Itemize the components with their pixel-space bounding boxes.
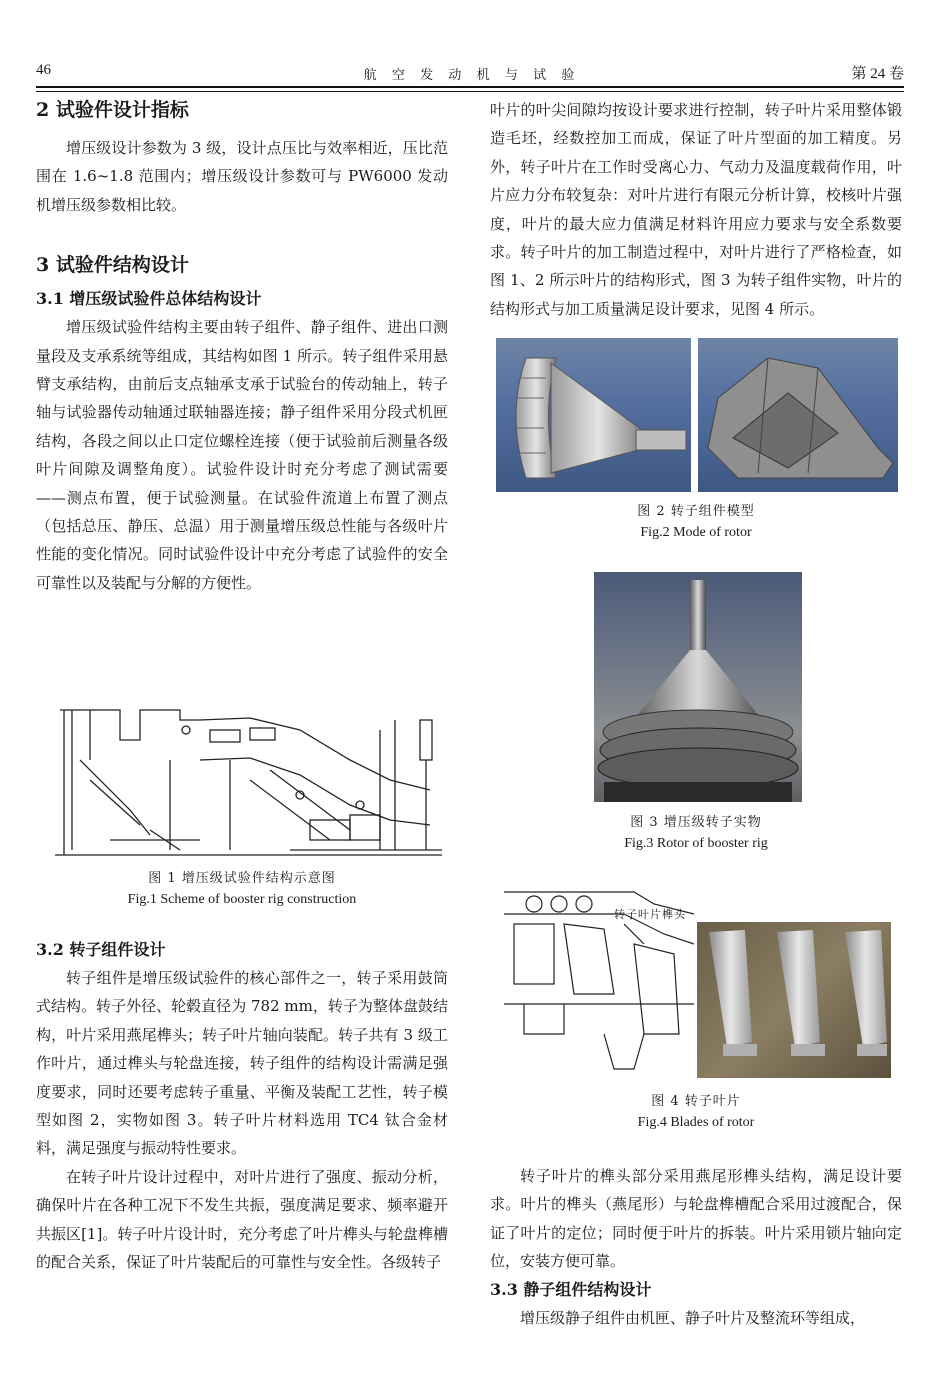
left-column-lower [36, 936, 448, 1276]
rotor-model-render [496, 338, 691, 492]
section-3-3-paragraph: 增压级静子组件由机匣、静子叶片及整流环等组成， [520, 1308, 866, 1327]
rotor-photo [594, 572, 802, 802]
right-paragraph-top: 叶片的叶尖间隙均按设计要求进行控制，转子叶片采用整体锻造毛坯，经数控加工而成，保证了叶片型面的加工精度。另外，转子叶片在工作时受离心力、气动力及温度载荷作用，叶片应力分布较复杂：对叶片进行有限元分析计算，校核叶片强度，叶片的最大应力值满足材料许用应力要求与安全系数要求。转子叶片的加工制造过程中，对叶片进行了严格检查，如图 1、2 所示叶片的结构形式，图 3 为转子组件实物，叶片的结构形式与加工质量满足设计要求，见图 4 所示。 [490, 101, 902, 318]
rotor-section-render [698, 338, 898, 492]
section-3-2-paragraph-1: 转子组件是增压级试验件的核心部件之一，转子采用鼓筒式结构。转子外径、轮毂直径为 782 mm，转子为整体盘鼓结构，叶片采用燕尾榫头；转子叶片轴向装配。转子共有 3 级工作叶片，通过榫头与轮盘连接，转子组件的结构设计需满足强度要求，同时还要考虑转子重量、平衡及装配工艺性，转子模型如图 2，实物如图 3。转子叶片材料选用 TC4 钛合金材料，满足强度与振动特性要求。 [36, 969, 448, 1158]
right-paragraph-bottom: 转子叶片的榫头部分采用燕尾形榫头结构，满足设计要求。叶片的榫头（燕尾形）与轮盘榫槽配合采用过渡配合，保证了叶片的定位；同时便于叶片的拆装。叶片采用锁片轴向定位，安装方便可靠。 [490, 1167, 902, 1271]
figure-4-blades-photo [697, 922, 891, 1078]
right-column-lower [490, 1162, 902, 1332]
figure-2-rotor-model-right [698, 338, 898, 492]
left-column [36, 96, 448, 597]
figure-4-caption-en: Fig.4 Blades of rotor [637, 1115, 755, 1130]
header-rule-thin [36, 91, 904, 92]
section-3-heading: 3 试验件结构设计 [36, 254, 189, 277]
section-3-1-paragraph: 增压级试验件结构主要由转子组件、静子组件、进出口测量段及支承系统等组成，其结构如图 1 所示。转子组件采用悬臂支承结构，由前后支点轴承支承于试验台的传动轴上，转子轴与试验器传动轴通过联轴器连接；静子组件采用分段式机匣结构，各段之间以止口定位螺栓连接（便于试验前后测量各级叶片间隙及调整角度）。试验件设计时充分考虑了测试需要——测点布置，便于试验测量。在试验件流道上布置了测点（包括总压、静压、总温）用于测量增压级总性能与各级叶片性能的变化情况。同时试验件设计中充分考虑了试验件的安全可靠性以及装配与分解的方便性。 [36, 318, 448, 592]
figure-4-callout-label: 转子叶片榫头 [614, 908, 686, 921]
section-3-3-heading: 3.3 静子组件结构设计 [490, 1279, 652, 1299]
page-number: 46 [36, 62, 51, 78]
journal-name: 航 空 发 动 机 与 试 验 [363, 67, 581, 82]
section-2-paragraph: 增压级设计参数为 3 级，设计点压比与效率相近，压比范围在 1.6~1.8 范围内；增压级设计参数可与 PW6000 发动机增压级参数相比较。 [36, 139, 448, 214]
figure-3-caption-zh: 图 3 增压级转子实物 [630, 815, 762, 830]
booster-rig-drawing [50, 700, 446, 860]
figure-1-caption-zh: 图 1 增压级试验件结构示意图 [148, 871, 336, 886]
figure-3-rotor-photo [594, 572, 802, 802]
section-2-heading: 2 试验件设计指标 [36, 99, 189, 121]
figure-3-caption-en: Fig.3 Rotor of booster rig [624, 836, 768, 851]
figure-2-caption-zh: 图 2 转子组件模型 [637, 504, 755, 519]
right-column [490, 96, 902, 323]
section-3-2-paragraph-2: 在转子叶片设计过程中，对叶片进行了强度、振动分析，确保叶片在各种工况下不发生共振，强度满足要求、频率避开共振区[1]。转子叶片设计时，充分考虑了叶片榫头与轮盘榫槽的配合关系，保证了叶片装配后的可靠性与安全性。各级转子 [36, 1167, 448, 1272]
figure-4-caption-zh: 图 4 转子叶片 [651, 1094, 741, 1109]
section-3-1-heading: 3.1 增压级试验件总体结构设计 [36, 289, 262, 309]
figure-2-caption-en: Fig.2 Mode of rotor [640, 525, 752, 540]
figure-1-schematic [50, 700, 446, 860]
section-3-2-heading: 3.2 转子组件设计 [36, 940, 166, 959]
volume-label: 第 24 卷 [851, 66, 904, 82]
figure-2-rotor-model-left [496, 338, 691, 492]
blades-photo [697, 922, 891, 1078]
figure-1-caption-en: Fig.1 Scheme of booster rig construction [127, 892, 357, 907]
header-rule-thick [36, 86, 904, 88]
